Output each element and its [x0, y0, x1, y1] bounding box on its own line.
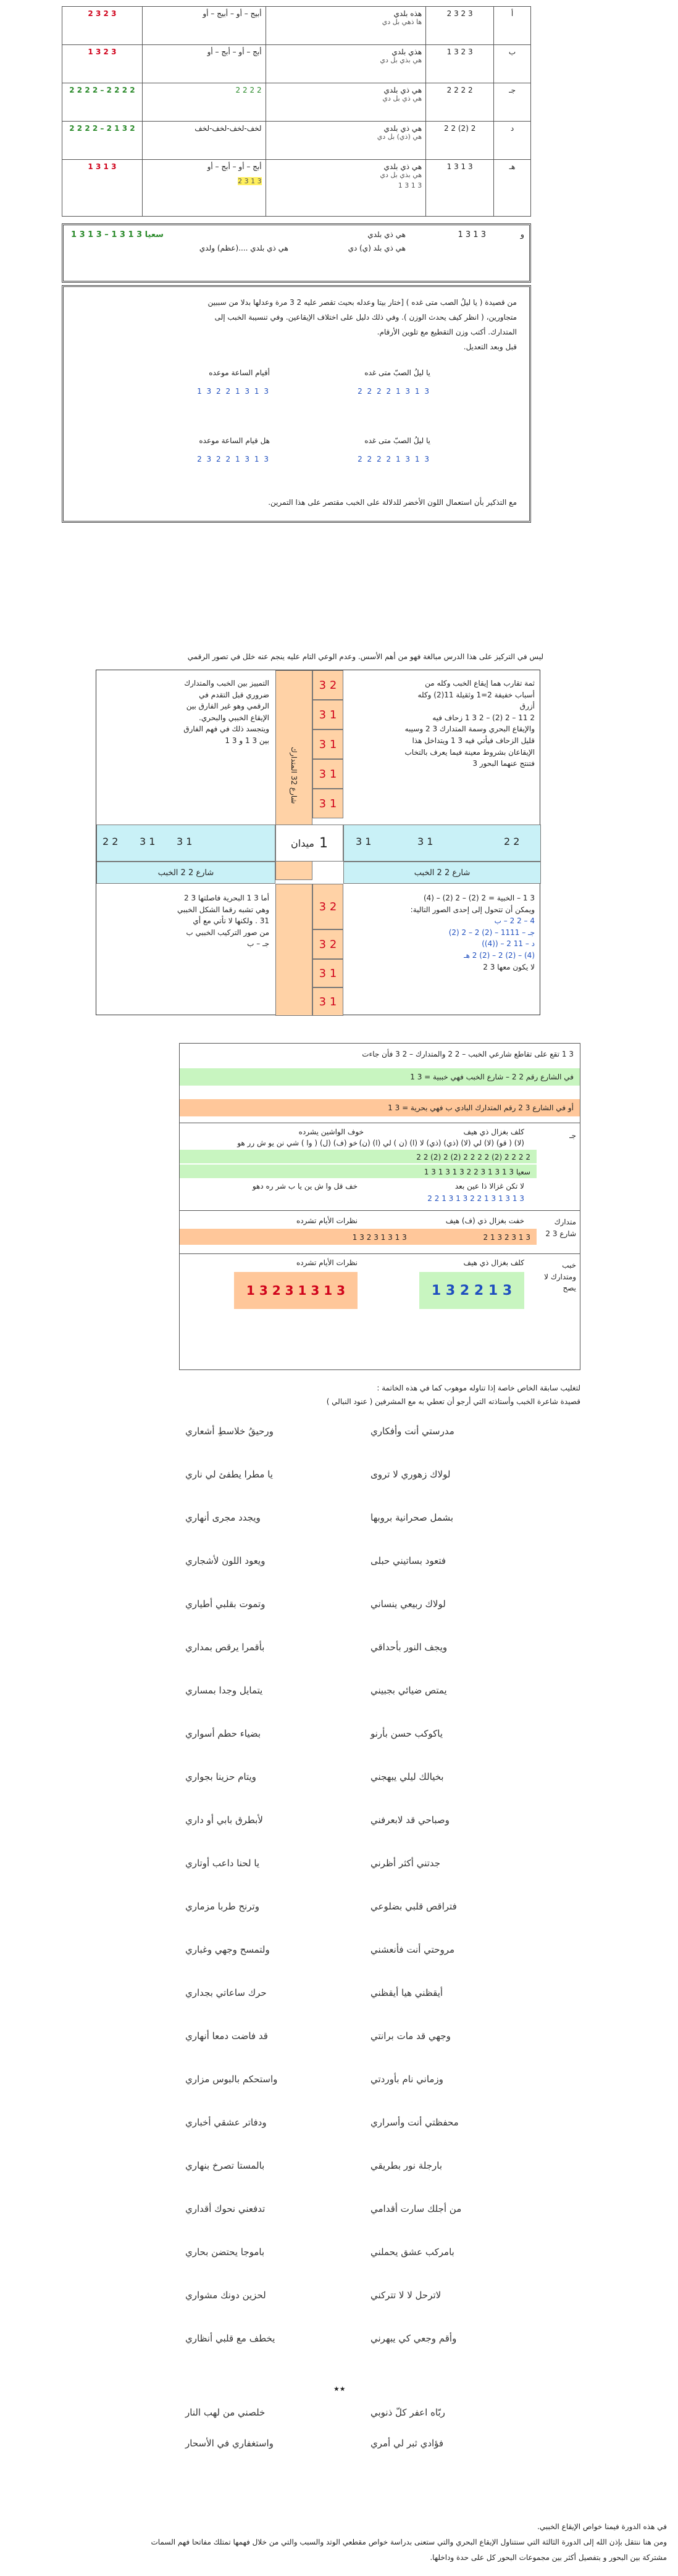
poem-hemistich-left: وترنح طربا مزماري	[185, 1901, 259, 1912]
column-digit: 3 1	[312, 987, 343, 1016]
left-title-2: هل قيام الساعة موعده	[199, 436, 270, 445]
poem-hemistich-left: بالمستا تصرخ بنهاري	[185, 2160, 265, 2171]
poem-hemistich-left: ولتمسح وجهي وغباري	[185, 1944, 270, 1955]
notes-line-1: من قصيدة ( يا ليلُ الصب متى غده ) [ختار بيتا وعدله بحيث تقصر عليه 2 3 مرة وعدلها بدلا من سببين	[207, 298, 517, 307]
row-label: هـ	[494, 160, 531, 217]
row-rhythm: هي ذي بلدي ....(عظم) ولدي	[199, 244, 288, 252]
table2-row7-left: 3 1 3 1 3 2 3 1	[352, 1233, 407, 1242]
table2-row9-left: 3 1 3 1 3 2 3 1	[246, 1283, 346, 1298]
column-digit: 3 2	[312, 884, 343, 929]
row-label: أ	[494, 7, 531, 45]
street-bottom-right: شارع 2 2 الخبب	[343, 862, 541, 884]
row-rhythm: أبيج – أو – أبيج – أو	[142, 7, 266, 45]
table2-orange-row: أو في الشارع 3 2 رقم المتدارك البادي ب فهي بحرية = 3 1	[180, 1099, 580, 1116]
table-2	[179, 1043, 580, 1370]
table2-row8-left: نظرات الأيام تشرده	[296, 1258, 358, 1267]
text-line: أسباب خفيفة 2=1 وثقيلة 11(2) وكله	[417, 690, 535, 699]
row-arabic2: ها ذهي بل دي	[382, 18, 422, 26]
poem-hemistich-right: ويجف النور بأحداقي	[370, 1642, 448, 1653]
poem-hemistich-right: يمتص ضيائي بجبيني	[370, 1685, 447, 1696]
table2-label: جـ	[569, 1131, 576, 1140]
right-digits-2: 3 1 3 1 2 2 2 2	[358, 455, 430, 463]
column-digit: 3 1	[312, 789, 343, 818]
text-line: ويمكن أن تتحول إلى إحدى الصور التالية:	[410, 905, 535, 914]
field-center	[275, 825, 343, 862]
notes-line-4: قبل وبعد التعديل.	[463, 343, 517, 351]
table2-row9-right: 3 1 2 2 3 1	[431, 1282, 513, 1298]
poem-hemistich-right: وأقم وجعي كي يبهرني	[370, 2333, 457, 2344]
poem-extra-left: خلصني من لهب النار	[185, 2407, 266, 2418]
text-line: بين 3 1 و 3 1	[225, 736, 269, 745]
table-row	[62, 122, 531, 160]
row-numbers: 3 1 3 1	[426, 160, 494, 217]
text-line: د – 11 2 – ((4))	[482, 939, 535, 949]
bottom-right-text	[349, 892, 535, 973]
footer-line-2: ومن هنا ننتقل بإذن الله إلى الدورة الثالثة التي سنتناول الإيقاع البحري والتي ستعنى بدراسة خواص مقطعي الوتد والسبب والتي من خلال فهمها تمتلك مفاتحا فهم السمات	[151, 2538, 667, 2546]
row-digit: 3 1	[356, 836, 372, 847]
table2-row5: 3 1 3 1 3 1 2 2 3 1 3 1 2 2	[427, 1194, 524, 1203]
footer-line-3: مشتركة بين البحور و بتفصيل أكثر بين مجموعات البحور كل على حدة وداخلها.	[430, 2553, 667, 2562]
poem-hemistich-left: يخطف مع قلبي أنظاري	[185, 2333, 275, 2344]
text-line: لا يكون معها 3 2	[483, 962, 535, 971]
poem-extra-right: فؤادي ثبر لي أمري	[370, 2438, 444, 2449]
table-row	[62, 45, 531, 83]
poem-hemistich-right: وجهي قد مات برانتي	[370, 2030, 451, 2042]
row-arabic: هذي بلدي	[391, 48, 422, 56]
intro-line: ليس في التركيز على هذا الدرس مبالغة فهو من أهم الأسس. وعدم الوعي التام عليه ينجم عنه خلل في تصور الرقمي	[187, 652, 543, 661]
row-wa-box	[62, 223, 531, 283]
poem-hemistich-left: قد فاضت دمعا أنهاري	[185, 2030, 268, 2042]
row-rhythm: 2 2 2 2	[142, 83, 266, 122]
text-line: ضروري قبل التقدم في	[199, 690, 269, 699]
notes-line-2: متجاورين، ( انظر كيف يحدث الوزن ). وفي ذلك دليل على اختلاف الإيقاعين. وفي تنسيبة الخبب إلى	[214, 313, 517, 322]
table2-row7-right: 3 1 3 2 3 1 2	[483, 1233, 530, 1242]
text-line: جـ – ب	[247, 939, 269, 949]
row-digit: 2 2	[504, 836, 520, 847]
divider	[180, 1210, 580, 1211]
right-title-2: يا ليلُ الصبّ متى غده	[364, 436, 430, 445]
poem-hemistich-left: تدفعني نحوك أقداري	[185, 2203, 266, 2214]
table2-green-row: في الشارع رقم 2 2 – شارع الخبب فهي خببية = 3 1	[180, 1068, 580, 1086]
table2-row8-right: كلف بغزال ذي هيف	[463, 1258, 524, 1267]
table2-head-left: خوف الواشين يشرده	[298, 1128, 364, 1136]
table2-row6-right: خفت بغزال ذي (ف) هيف	[445, 1216, 524, 1225]
table2-intro: 3 1 تقع على تقاطع شارعي الخبب – 2 2 والمتدارك – 2 3 فأن جاءت	[362, 1050, 574, 1058]
text-line: 31 . ولكنها لا تأتي مع أي	[193, 916, 269, 926]
row-rhythm: أبج – أو – أبج – أو	[142, 45, 266, 83]
text-line: (4) – (2) 2 – (2) 2 هـ	[464, 950, 535, 960]
row-arabic: هي ذي بلدي	[367, 230, 406, 239]
bottom-left-text	[103, 892, 269, 950]
text-line: أما 3 1 البحرية فاصلتها 3 2	[183, 894, 269, 902]
row-arabic: هي ذي بلدي	[383, 124, 422, 133]
row-mini-digits-hl: 3 1 3 2	[238, 177, 262, 185]
row-numbers: 2 2 2 2	[426, 83, 494, 122]
row-result: 3 1 3 1	[62, 160, 143, 217]
text-line: جـ – 1111 – (2) 2 – 2 (2)	[448, 928, 535, 937]
poem-hemistich-left: بأقمرا يرقص بمداري	[185, 1642, 265, 1653]
poem-hemistich-left: وتموت بقلبي أطياري	[185, 1598, 266, 1610]
column-digit: 3 2	[312, 670, 343, 700]
table2-row7-bg	[180, 1229, 537, 1245]
poem-hemistich-right: بخيالك ليلي يبهجني	[370, 1771, 444, 1782]
row-result: سعيا 3 1 3 1 – 3 1 3 1	[71, 230, 164, 239]
table2-label: خبب ومتدارك لا يصح	[544, 1261, 576, 1293]
poem-hemistich-right: بامركب عشق يحملني	[370, 2246, 454, 2258]
notes-block	[62, 285, 531, 523]
poem-hemistich-right: مروحتي أنت فأنعشني	[370, 1944, 455, 1955]
poem-hemistich-left: يتمايل وجدا بمساري	[185, 1685, 263, 1696]
table2-row1-left: خو (ف) (ل) ( وا ) شي نن يو ش رر هو	[237, 1139, 358, 1147]
row-numbers: 3 1 3 1	[458, 230, 486, 239]
table2-head-right: كلف بغزال ذي هيف	[463, 1128, 524, 1136]
right-text	[349, 678, 535, 770]
poem-hemistich-right: من أجلك سارت أقدامي	[370, 2203, 462, 2214]
poem-hemistich-left: باموجا يحتضن بحاري	[185, 2246, 265, 2258]
table2-row4-left: خف قل وا ش ين يا ب شر ره دهو	[252, 1182, 358, 1190]
text-line: الإيقاعان بشروط معينة فيما يعرف بالتخاب	[404, 747, 535, 757]
column-digit: 3 2	[312, 929, 343, 959]
column-digit: 3 1	[312, 729, 343, 759]
row-label: د	[494, 122, 531, 160]
center-label: ميدان	[291, 837, 314, 849]
poem-hemistich-left: يا لحنا داعب أوتاري	[185, 1858, 260, 1869]
table2-row9-right-box	[419, 1272, 524, 1309]
row-arabic2: هي بذي بل دي	[380, 171, 422, 179]
row-arabic: هي ذي بلدي	[383, 86, 422, 94]
table-row	[62, 160, 531, 217]
text-line: من صور التركيب الخببي ب	[186, 928, 269, 937]
column-digit: 3 1	[312, 700, 343, 729]
row-digit: 3 1	[417, 836, 433, 847]
poem-hemistich-right: لاترحل لا لا تتركني	[370, 2290, 442, 2301]
table2-label: متدارك شارع 3 2	[545, 1218, 576, 1238]
table-row	[62, 7, 531, 45]
row-arabic: هي ذي بلدي	[383, 162, 422, 171]
poem-hemistich-right: فتراقص قلبي بضلوعي	[370, 1901, 457, 1912]
field-diagram	[96, 670, 540, 1015]
table-row	[62, 83, 531, 122]
column-digit: 3 1	[312, 959, 343, 987]
poem-hemistich-left: لأبطرق بابي أو داري	[185, 1814, 263, 1826]
table2-row3: سعيا 3 1 3 1 3 2 2 3 1 3 1 3 1	[180, 1165, 537, 1178]
poem-hemistich-left: حرك ساعاتي بجداري	[185, 1987, 267, 1998]
poem-intro-2: قصيدة شاعرة الخبب وأستاذته التي أرجو أن تعطي به مع المشرفين ( عنود النبالي )	[326, 1397, 580, 1406]
poem-hemistich-right: وصباحي قد لابعرفني	[370, 1814, 450, 1826]
row-label: و	[520, 230, 524, 239]
text-line: التمييز بين الخبب والمتدارك	[184, 679, 269, 688]
poem-hemistich-right: محفظتي أنت وأسراري	[370, 2117, 459, 2128]
row-result: 2 3 1 2 – 2 2 2 2	[62, 122, 143, 160]
poem-extra-left: واستغفاري في الأسحار	[185, 2438, 274, 2449]
poem-hemistich-right: بارجلة نور بطريقي	[370, 2160, 442, 2171]
table2-row9-left-box	[234, 1272, 358, 1309]
table2-row4-right: لا تكن غزالا ذا عين بعد	[454, 1182, 524, 1190]
poem-hemistich-right: لولاك ربيعي ينساني	[370, 1598, 446, 1610]
column-digit: 3 1	[312, 759, 343, 789]
row-numbers: 3 2 3 2	[426, 7, 494, 45]
right-title-1: يا ليلُ الصبّ متى غده	[364, 368, 430, 377]
row-digit: 2 2	[103, 836, 119, 847]
poem-hemistich-left: ويجدد مجرى أنهاري	[185, 1512, 261, 1523]
table2-row2: 2 2 2 2 (2) 2 2 2 2 (2) 2 (2) 2 2	[180, 1150, 537, 1163]
row-arabic: هذه بلدي	[393, 9, 422, 18]
poem-hemistich-left: لحزين دونك مشواري	[185, 2290, 266, 2301]
text-line: فتنتج عنهما البحور 3	[472, 759, 535, 768]
row-digit: 3 1	[140, 836, 156, 847]
text-line: 4 – 2 2 – ب	[494, 916, 535, 926]
poem-extra-right: ربّاه اعفر كلّ ذنوبي	[370, 2407, 445, 2418]
poem-hemistich-right: جدتني أكثر أظرني	[370, 1858, 441, 1869]
text-line: الرقمي وهو غير الفارق بين	[186, 702, 269, 711]
poem-hemistich-right: أيقظني هيا أيقظني	[370, 1987, 443, 1998]
poem-hemistich-left: ورحيقُ خلاسطِ أشعاري	[185, 1426, 274, 1437]
row-result: 3 2 3 2	[62, 7, 143, 45]
poem-hemistich-right: ياكوكب حسن بأرنو	[370, 1728, 443, 1739]
table2-row1-right: (لا) ( قو) (لا) لي (لا) (ذي) (ذي) لا (ا) (ن ) لي (ا) (ن)	[359, 1139, 524, 1147]
row-arabic2: هي ذي بلد (ي) دي	[348, 244, 406, 252]
text-line: وهي تشبه رقما الشكل الخببي	[177, 905, 269, 914]
row-rhythm: لخف-لخف-لخف-لخف	[142, 122, 266, 160]
left-text	[103, 678, 269, 747]
center-number: 1	[319, 835, 328, 851]
row-label: ب	[494, 45, 531, 83]
text-line: 2 11 – 2 (2) – 2 3 1 زحاف فيه	[432, 713, 535, 722]
notes-line-3: المتدارك. أكتب وزن التقطيع مع تلوين الأرقام.	[377, 328, 517, 336]
poem-separator: ٭٭	[333, 2382, 346, 2395]
text-line: 3 1 – الخبية = 2 (2) – 2 (2) – (4)	[423, 894, 535, 902]
divider	[180, 1253, 580, 1254]
text-line: والإيقاع البحري وسمة المتدارك 3 2 وسيبه	[404, 725, 535, 734]
text-line: الإيقاع الخببي والبحري.	[199, 713, 269, 722]
poem-hemistich-left: بضياء حطم أسواري	[185, 1728, 261, 1739]
text-line: قليل الزحاف فيأتي فيه 3 1 ويتداخل هذا	[412, 736, 535, 745]
top-table	[62, 6, 531, 217]
right-digits-1: 3 1 3 1 2 2 2 2	[358, 387, 430, 396]
street-mutadarik-lower	[275, 884, 312, 1016]
row-result: 2 2 2 2 – 2 2 2 2	[62, 83, 143, 122]
poem-hemistich-left: ودفاتر عشقي أخباري	[185, 2117, 267, 2128]
row-label: جـ	[494, 83, 531, 122]
row-result: 3 2 3 1	[62, 45, 143, 83]
text-line: ثمة تقارب هما إيقاع الخبب وكله من	[425, 679, 535, 688]
row-digit: 3 1	[177, 836, 193, 847]
notes-footer: مع التذكير بأن استعمال اللون الأخضر للدلالة على الخبب مقتصر على هذا التمرين.	[268, 498, 517, 507]
text-line: أزرق	[519, 702, 535, 711]
table2-row6-left: نظرات الأيام تشرده	[296, 1216, 358, 1225]
row-numbers: 3 2 3 1	[426, 45, 494, 83]
row-mini-digits: 3 1 3 1	[398, 181, 422, 189]
row-numbers: 2 (2) 2 2	[426, 122, 494, 160]
text-line: ويتجسد ذلك في فهم الفارق	[183, 725, 269, 734]
row-arabic2: هي بذي بل دي	[380, 56, 422, 64]
poem-hemistich-right: مدرستي أنت وأفكاري	[370, 1426, 454, 1437]
poem-hemistich-left: يا مطرا يطفئ لي ناري	[185, 1469, 273, 1480]
poem-hemistich-left: واستحكم بالبوس مزاري	[185, 2074, 278, 2085]
poem-intro-1: لتغليب سابقة الخاص خاصة إذا تناوله موهوب كما في هذه الخاتمة :	[377, 1384, 580, 1392]
poem-hemistich-left: ويعود اللون لأشجاري	[185, 1555, 266, 1566]
left-title-1: أقيام الساعة موعده	[209, 368, 270, 377]
poem-hemistich-right: بشمل صحرانية بروبها	[370, 1512, 454, 1523]
row-arabic2: هي (ذي) بل دي	[377, 133, 422, 141]
left-digits-1: 3 1 3 1 2 2 3 1	[197, 387, 270, 396]
poem-hemistich-right: لولاك زهوري لا تروى	[370, 1469, 451, 1480]
street-top-label: شارع 32 المتدارك	[290, 746, 298, 804]
row-arabic2: هي ذي بل دي	[382, 94, 422, 102]
poem-hemistich-left: ويتام حزينا بجواري	[185, 1771, 256, 1782]
street-bottom-left: شارع 2 2 الخبب	[96, 862, 275, 884]
poem-hemistich-right: وزماني نام بأوردتي	[370, 2074, 443, 2085]
footer-line-1: في هذه الدورة فيمنا خواص الإيقاع الخببي.	[537, 2522, 667, 2531]
poem-hemistich-right: فتعود بساتيني حبلى	[370, 1555, 446, 1566]
row-rhythm: أبج – أو – أبج – أو	[207, 162, 262, 171]
left-digits-2: 3 1 3 1 2 2 3 2	[197, 455, 270, 463]
